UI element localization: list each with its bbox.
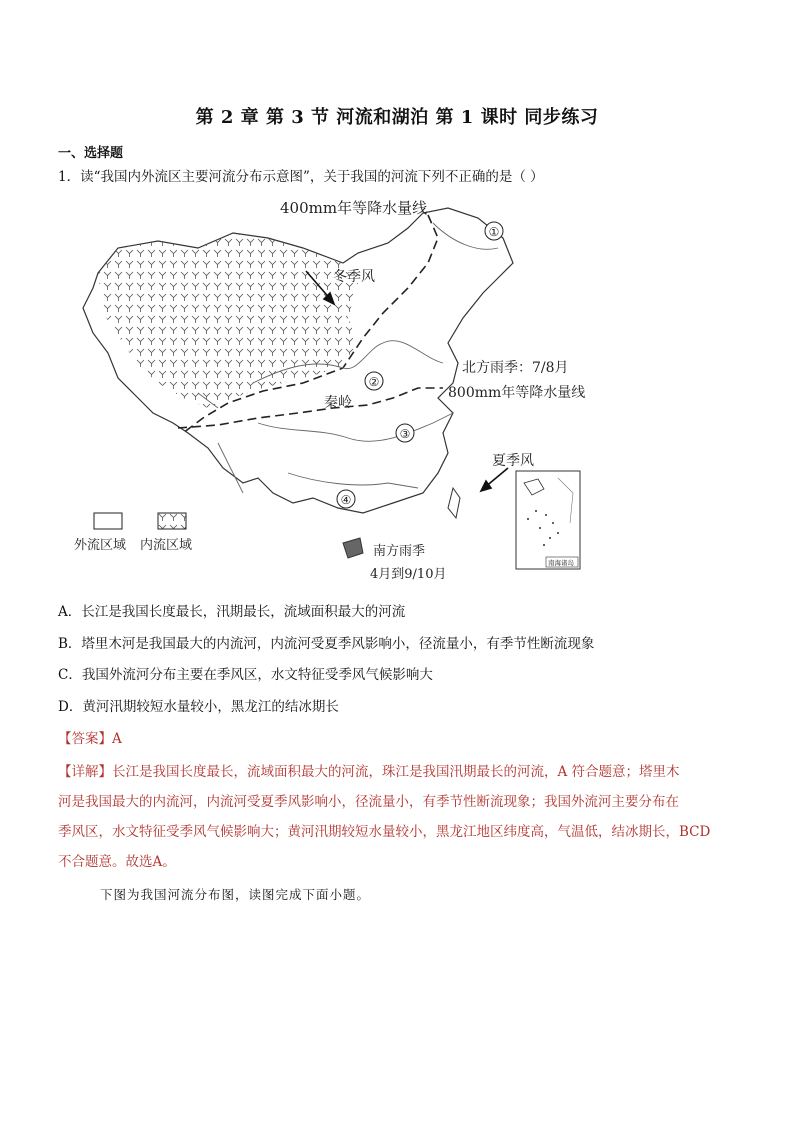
svg-text:④: ④ (340, 493, 352, 507)
label-isohyet-800: 800mm年等降水量线 (448, 385, 586, 401)
section-heading: 一、选择题 (58, 146, 124, 161)
svg-text:②: ② (368, 375, 380, 389)
answer: 【答案】A (58, 731, 122, 747)
south-china-sea-inset (516, 471, 580, 569)
explanation-line-4: 不合题意。故选A。 (58, 854, 176, 870)
china-river-map (58, 193, 618, 588)
label-south-rain-1: 南方雨季 (373, 544, 426, 559)
label-qinling: 秦岭 (324, 395, 352, 411)
marker-1 (485, 222, 503, 240)
taiwan (448, 488, 460, 518)
label-isohyet-400: 400mm年等降水量线 (280, 199, 428, 217)
option-c: C．我国外流河分布主要在季风区，水文特征受季风气候影响大 (58, 667, 433, 683)
explanation (58, 757, 738, 877)
marker-3 (396, 424, 414, 442)
svg-text:③: ③ (399, 427, 411, 441)
legend-outflow-swatch (94, 513, 122, 529)
label-north-rain: 北方雨季：7/8月 (462, 360, 569, 376)
explanation-line-1: 【详解】长江是我国长度最长，流域面积最大的河流，珠江是我国汛期最长的河流，A 符合题意；塔里木 (58, 764, 680, 780)
legend-outflow-label: 外流区域 (74, 538, 127, 553)
marker-2 (365, 372, 383, 390)
legend (74, 513, 192, 553)
summer-monsoon-arrow (481, 468, 508, 491)
marker-4 (337, 490, 355, 508)
legend-inflow-swatch (158, 513, 186, 529)
question-stem: 1．读“我国内外流区主要河流分布示意图”，关于我国的河流下列不正确的是（ ） (58, 169, 544, 185)
next-question-lead: 下图为我国河流分布图，读图完成下面小题。 (100, 887, 371, 902)
option-b: B．塔里木河是我国最大的内流河，内流河受夏季风影响小，径流量小，有季节性断流现象 (58, 636, 595, 652)
label-winter-monsoon: 冬季风 (333, 269, 375, 285)
svg-text:①: ① (488, 225, 500, 239)
option-d: D．黄河汛期较短水量较小，黑龙江的结冰期长 (58, 699, 339, 715)
inset-label: 南海诸岛 (548, 559, 574, 567)
option-a: A．长江是我国长度最长，汛期最长，流域面积最大的河流 (58, 604, 406, 620)
page-title: 第 2 章 第 3 节 河流和湖泊 第 1 课时 同步练习 (195, 107, 599, 128)
label-summer-monsoon: 夏季风 (492, 453, 534, 469)
label-south-rain-2: 4月到9/10月 (370, 567, 447, 582)
explanation-line-2: 河是我国最大的内流河，内流河受夏季风影响小，径流量小，有季节性断流现象；我国外流河主要分布在 (58, 794, 679, 810)
explanation-line-3: 季风区，水文特征受季风气候影响大；黄河汛期较短水量较小，黑龙江地区纬度高，气温低，结冰期长，BCD (58, 824, 711, 840)
legend-inflow-label: 内流区域 (140, 538, 193, 553)
hainan (343, 538, 363, 558)
